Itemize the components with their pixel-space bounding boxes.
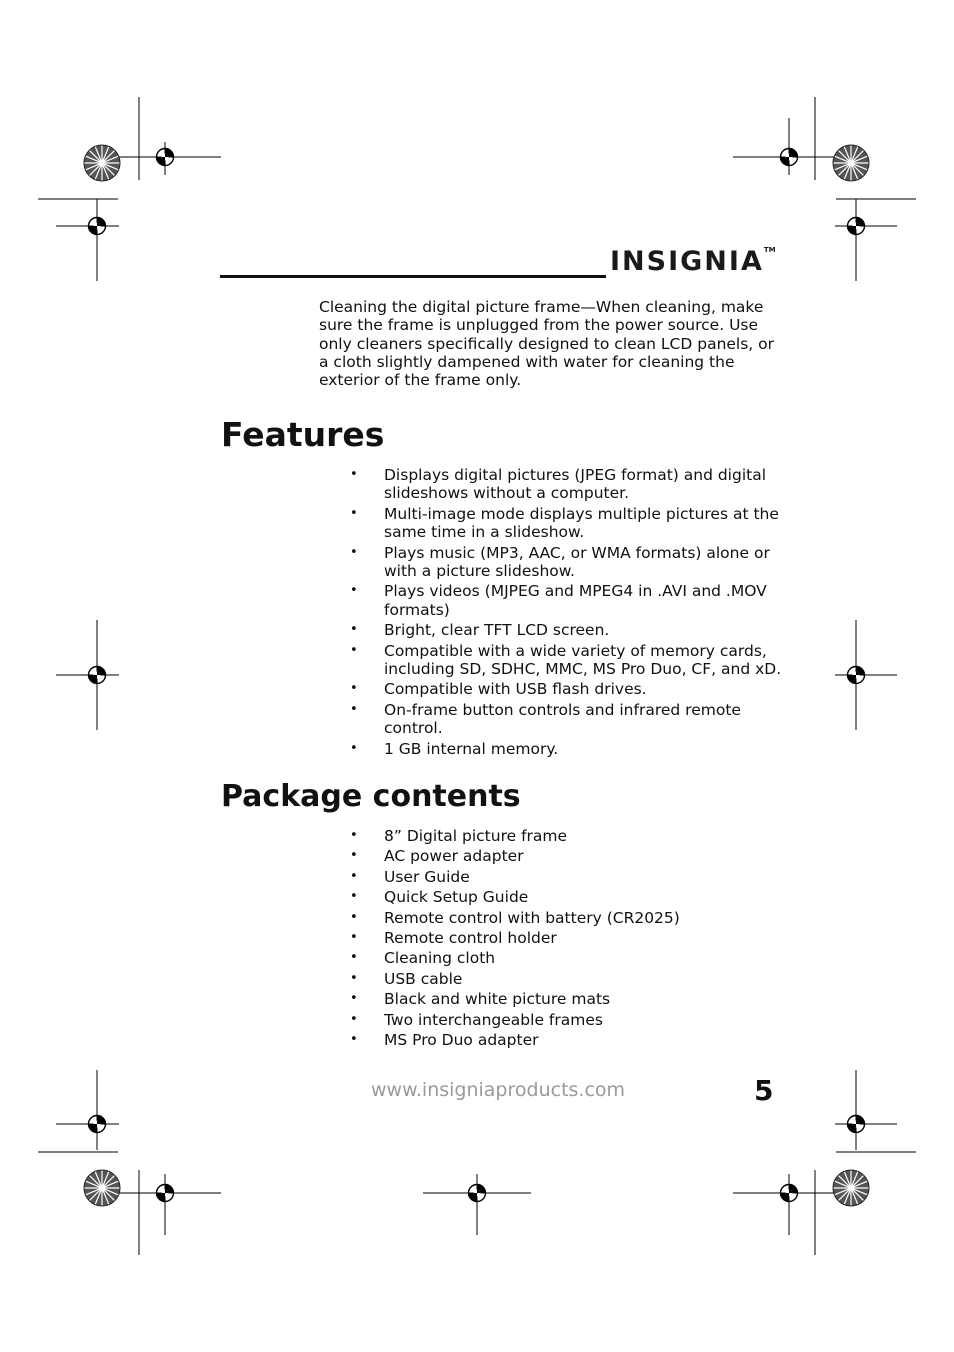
feature-item: • 1 GB internal memory. <box>350 740 790 758</box>
features-heading: Features <box>221 415 385 454</box>
package-item: • User Guide <box>350 868 790 888</box>
feature-item: • Plays videos (MJPEG and MPEG4 in .AVI and .MOV formats) <box>350 582 790 619</box>
package-item: • 8” Digital picture frame <box>350 827 790 847</box>
package-item: • Quick Setup Guide <box>350 888 790 908</box>
feature-item: • Compatible with a wide variety of memory cards, including SD, SDHC, MMC, MS Pro Duo, CF, and xD. <box>350 642 790 679</box>
package-contents-heading: Package contents <box>221 779 521 814</box>
feature-item: • Displays digital pictures (JPEG format) and digital slideshows without a computer. <box>350 466 790 503</box>
package-item: • Cleaning cloth <box>350 949 790 969</box>
header-rule <box>220 275 606 278</box>
feature-item: • Multi-image mode displays multiple pictures at the same time in a slideshow. <box>350 505 790 542</box>
package-item: • AC power adapter <box>350 847 790 867</box>
package-item: • Two interchangeable frames <box>350 1011 790 1031</box>
features-list <box>350 466 790 760</box>
package-item: • Remote control with battery (CR2025) <box>350 909 790 929</box>
package-item: • Black and white picture mats <box>350 990 790 1010</box>
footer-url: www.insigniaproducts.com <box>371 1079 626 1101</box>
page-number: 5 <box>754 1074 774 1107</box>
logo-trademark: TM <box>763 246 776 254</box>
feature-item: • Compatible with USB flash drives. <box>350 680 790 698</box>
feature-item: • On-frame button controls and infrared remote control. <box>350 701 790 738</box>
feature-item: • Bright, clear TFT LCD screen. <box>350 621 790 639</box>
feature-item: • Plays music (MP3, AAC, or WMA formats) alone or with a picture slideshow. <box>350 544 790 581</box>
package-item: • MS Pro Duo adapter <box>350 1031 790 1051</box>
package-contents-list <box>350 827 790 1051</box>
package-item: • Remote control holder <box>350 929 790 949</box>
insignia-logo <box>610 246 776 277</box>
package-item: • USB cable <box>350 970 790 990</box>
cleaning-paragraph: Cleaning the digital picture frame—When cleaning, make sure the frame is unplugged from the power source. Use only cleaners specifically designed to clean LCD panels, or a cloth slightly dampened with water for cleaning the exterior of the frame only. <box>319 298 775 390</box>
logo-text: INSIGNIA <box>610 246 764 277</box>
